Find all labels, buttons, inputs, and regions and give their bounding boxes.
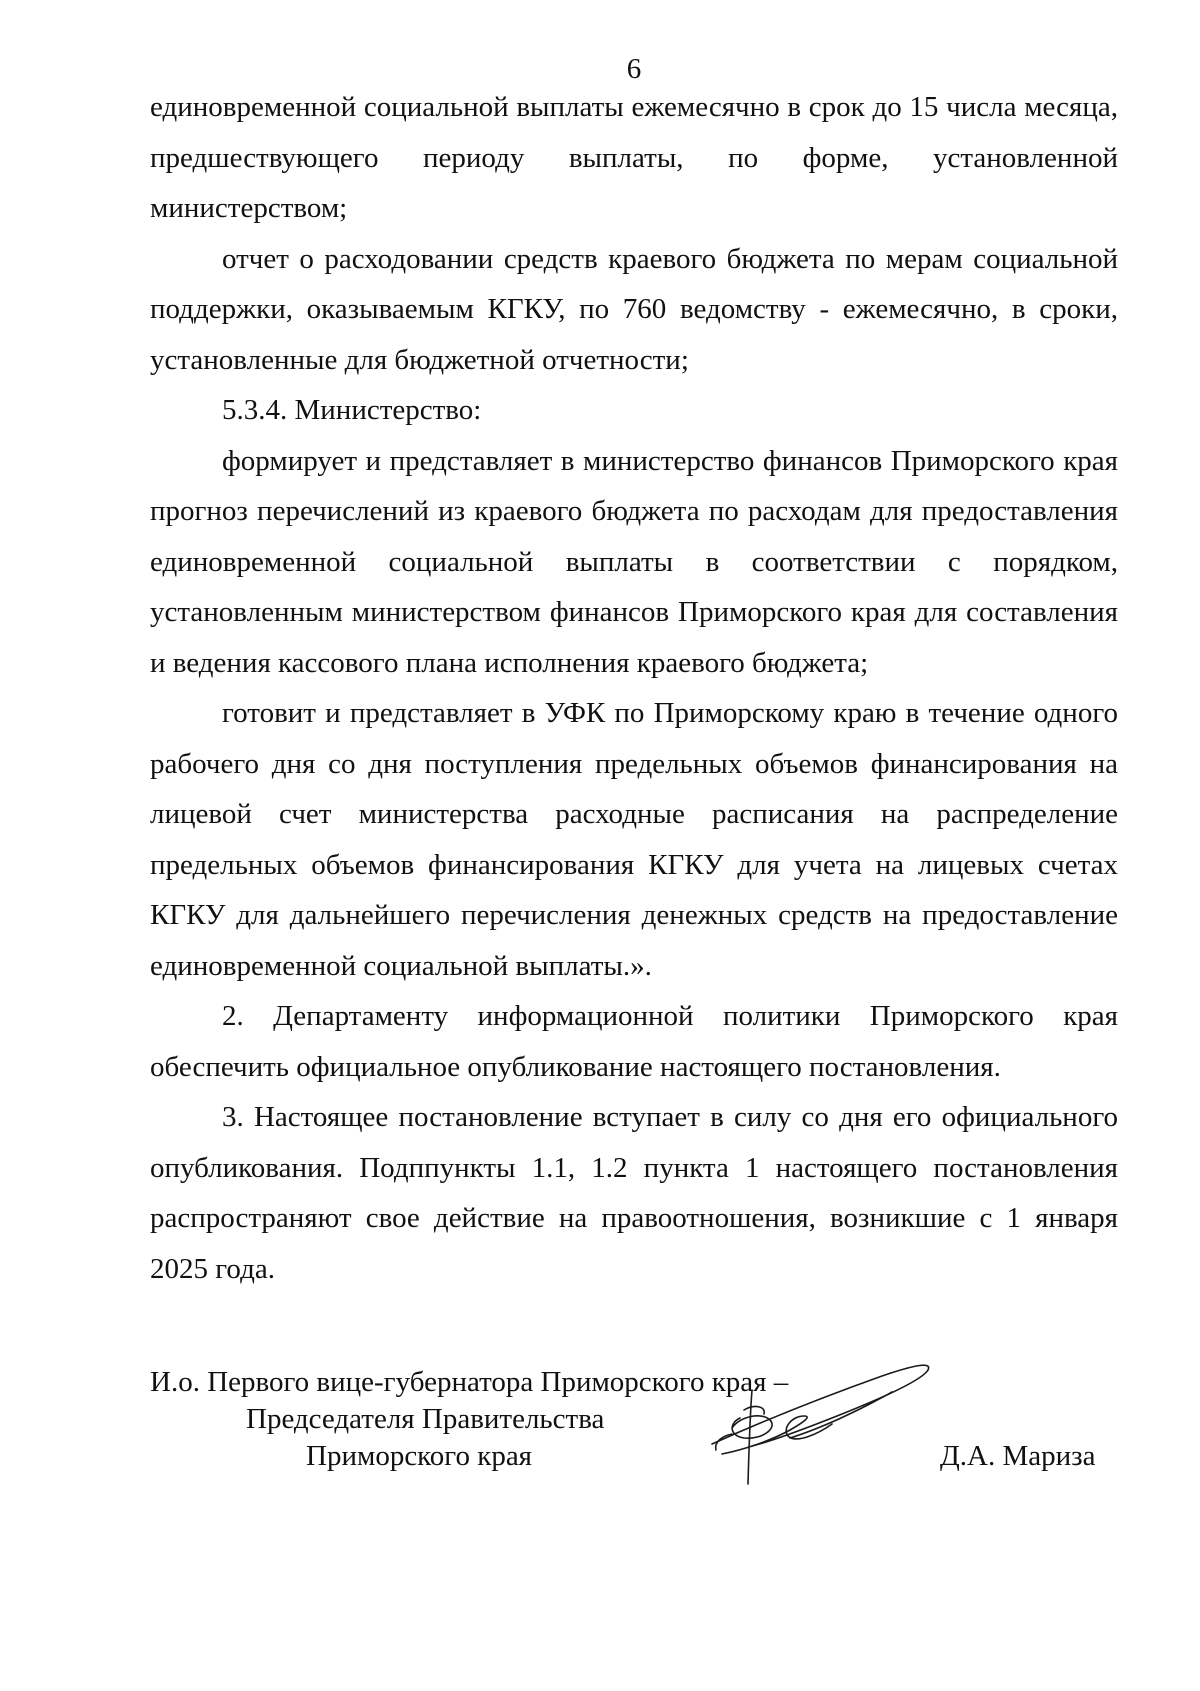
signatory-title-line1: И.о. Первого вице-губернатора Приморского края – [150, 1366, 789, 1398]
handwritten-signature [692, 1346, 942, 1496]
paragraph-prepares: готовит и представляет в УФК по Приморскому краю в течение одного рабочего дня со дня поступления предельных объемов финансирования на лицевой счет министерства расходные расписания на распределение предельных объемов финансирования КГКУ для учета на лицевых счетах КГКУ для дальнейшего перечисления денежных средств на предоставление единовременной социальной выплаты.». [150, 697, 1118, 982]
signatory-name: Д.А. Мариза [940, 1440, 1096, 1472]
paragraph-item-2: 2. Департаменту информационной политики Приморского края обеспечить официальное опубликование настоящего постановления. [150, 1000, 1118, 1083]
document-body [150, 82, 1118, 1294]
paragraph-continuation: единовременной социальной выплаты ежемесячно в срок до 15 числа месяца, предшествующего периоду выплаты, по форме, установленной министерством; [150, 91, 1118, 224]
paragraph-item-3: 3. Настоящее постановление вступает в силу со дня его официального опубликования. Подппункты 1.1, 1.2 пункта 1 настоящего постановления распространяют свое действие на правоотношения, возникшие с 1 января 2025 года. [150, 1101, 1118, 1285]
paragraph-forecast: формирует и представляет в министерство финансов Приморского края прогноз перечислений из краевого бюджета по расходам для предоставления единовременной социальной выплаты в соответствии с порядком, установленным министерством финансов Приморского края для составления и ведения кассового плана исполнения краевого бюджета; [150, 444, 1118, 679]
signature-block [150, 1364, 1110, 1514]
signatory-title-line3: Приморского края [306, 1440, 533, 1472]
paragraph-section-heading: 5.3.4. Министерство: [222, 394, 482, 426]
signatory-title-line2: Председателя Правительства [246, 1403, 605, 1435]
page-number: 6 [626, 53, 642, 85]
paragraph-report-expenditure: отчет о расходовании средств краевого бюджета по мерам социальной поддержки, оказываемым КГКУ, по 760 ведомству - ежемесячно, в сроки, установленные для бюджетной отчетности; [150, 242, 1118, 376]
